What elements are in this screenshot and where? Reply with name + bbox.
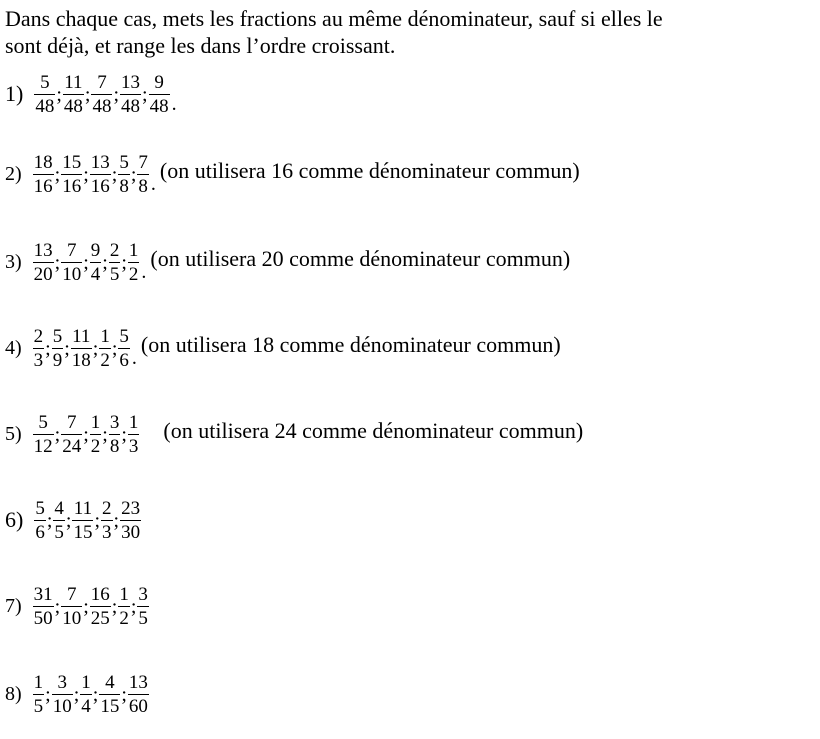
exercise-2: [5, 146, 580, 202]
fraction: [97, 671, 122, 718]
fraction: [50, 325, 66, 372]
exercise-number: 1): [5, 81, 24, 106]
fraction: [31, 671, 47, 718]
fraction: [116, 583, 132, 630]
fraction-numerator: 13: [121, 71, 141, 93]
fraction-separator: ;: [45, 683, 51, 706]
instructions: [5, 5, 820, 59]
fraction-separator: ;: [92, 683, 99, 706]
fraction-separator: ;: [130, 163, 137, 186]
fraction: [70, 497, 95, 544]
fraction-denominator: 25: [90, 607, 110, 629]
fraction-denominator: 2: [100, 349, 110, 371]
fraction-separator: ;: [54, 423, 61, 446]
exercise-number: 6): [5, 507, 24, 532]
fraction-numerator: 5: [52, 325, 63, 347]
fraction: [31, 411, 56, 458]
fraction: [31, 325, 47, 372]
exercise-hint: (on utilisera 18 comme dénominateur commun): [140, 332, 561, 357]
fraction-separator: ;: [73, 683, 80, 706]
exercise-end-period: .: [171, 92, 177, 115]
fraction-denominator: 48: [92, 95, 112, 117]
fraction: [32, 71, 57, 118]
fraction: [126, 239, 142, 286]
fraction: [88, 583, 113, 630]
exercise-hint: (on utilisera 24 comme dénominateur commun): [163, 418, 584, 443]
instructions-line-1: Dans chaque cas, mets les fractions au même dénominateur, sauf si elles le: [5, 6, 663, 31]
fraction-numerator: 23: [121, 497, 141, 519]
fraction-separator: ;: [121, 251, 127, 274]
fraction: [107, 239, 123, 286]
fraction: [89, 71, 114, 118]
exercise-end-period: .: [141, 260, 147, 283]
exercise-5: [5, 406, 583, 462]
fraction-numerator: 11: [72, 325, 91, 347]
fraction-separator: ;: [111, 595, 118, 618]
fraction-separator: ;: [121, 683, 127, 706]
fraction-numerator: 5: [38, 411, 48, 433]
fraction-numerator: 15: [62, 151, 82, 173]
fraction-denominator: 2: [119, 607, 129, 629]
fraction-separator: ;: [130, 595, 137, 618]
fraction-numerator: 1: [33, 671, 44, 693]
exercise-hint: (on utilisera 20 comme dénominateur commun): [150, 246, 571, 271]
fraction: [88, 151, 113, 198]
fraction-denominator: 10: [62, 607, 82, 629]
fraction-numerator: 7: [66, 239, 77, 261]
fraction-numerator: 2: [33, 325, 44, 347]
fraction-separator: ;: [56, 83, 62, 106]
fraction-denominator: 5: [109, 263, 120, 285]
fraction-separator: ;: [54, 595, 61, 618]
fraction-denominator: 48: [149, 95, 169, 117]
fraction-separator: ;: [102, 423, 108, 446]
fraction-separator: ;: [65, 509, 72, 532]
fraction-denominator: 5: [54, 521, 64, 543]
fraction-separator: ;: [113, 509, 120, 532]
fraction: [50, 671, 75, 718]
fraction-denominator: 20: [33, 263, 53, 285]
fraction: [107, 411, 123, 458]
fraction: [116, 151, 132, 198]
fraction-numerator: 1: [81, 671, 91, 693]
fraction-numerator: 9: [90, 239, 101, 261]
fraction-numerator: 4: [54, 497, 64, 519]
fraction-numerator: 5: [119, 151, 129, 173]
fraction: [126, 671, 151, 718]
fraction: [31, 151, 56, 198]
fraction-numerator: 13: [128, 671, 148, 693]
fraction: [69, 325, 94, 372]
exercise-number: 4): [5, 336, 22, 359]
fraction-denominator: 15: [100, 695, 120, 717]
fraction-separator: ;: [111, 337, 118, 360]
fraction-numerator: 18: [33, 151, 53, 173]
fraction-denominator: 6: [35, 521, 45, 543]
fraction: [32, 497, 48, 544]
fraction: [59, 583, 84, 630]
exercise-end-period: .: [150, 172, 156, 195]
fraction-numerator: 2: [109, 239, 120, 261]
fraction: [59, 239, 84, 286]
fraction-denominator: 8: [119, 175, 129, 197]
fraction: [51, 497, 67, 544]
fraction-denominator: 3: [128, 435, 139, 457]
fraction-separator: ;: [83, 595, 89, 618]
fraction-numerator: 7: [66, 411, 77, 433]
exercise-number: 8): [5, 682, 22, 705]
fraction-denominator: 8: [109, 435, 120, 457]
fraction-denominator: 15: [73, 521, 93, 543]
fraction-numerator: 31: [33, 583, 53, 605]
fraction-denominator: 12: [33, 435, 53, 457]
fraction-denominator: 10: [52, 695, 72, 717]
exercise-8: [5, 666, 151, 722]
fraction-numerator: 3: [109, 411, 120, 433]
exercise-hint: (on utilisera 16 comme dénominateur commun): [159, 158, 580, 183]
fraction-denominator: 5: [33, 695, 44, 717]
fraction-denominator: 16: [90, 175, 110, 197]
fraction-separator: ;: [111, 163, 118, 186]
fraction: [88, 239, 104, 286]
fraction: [61, 71, 86, 118]
fraction-denominator: 10: [62, 263, 82, 285]
fraction-denominator: 48: [35, 95, 55, 117]
fraction: [97, 325, 113, 372]
fraction-numerator: 5: [35, 497, 45, 519]
fraction: [118, 497, 143, 544]
fraction-separator: ;: [92, 337, 99, 360]
fraction-separator: ;: [83, 423, 89, 446]
fraction-separator: ;: [64, 337, 70, 360]
fraction-separator: ;: [83, 163, 89, 186]
fraction-separator: ;: [102, 251, 108, 274]
fraction-separator: ;: [84, 83, 91, 106]
fraction-denominator: 16: [33, 175, 53, 197]
fraction-denominator: 9: [52, 349, 63, 371]
fraction-separator: ;: [54, 251, 61, 274]
fraction: [31, 583, 56, 630]
exercise-number: 3): [5, 250, 22, 273]
exercise-6: [5, 492, 143, 548]
fraction-numerator: 3: [138, 583, 148, 605]
fraction-denominator: 5: [138, 607, 148, 629]
fraction-denominator: 3: [102, 521, 112, 543]
fraction-numerator: 1: [100, 325, 110, 347]
fraction: [126, 411, 142, 458]
fraction: [88, 411, 104, 458]
exercise-number: 5): [5, 422, 22, 445]
fraction: [78, 671, 94, 718]
fraction-denominator: 2: [128, 263, 139, 285]
fraction-denominator: 18: [71, 349, 91, 371]
fraction-separator: ;: [54, 163, 61, 186]
fraction-denominator: 4: [81, 695, 91, 717]
exercise-1: [5, 66, 177, 122]
fraction: [59, 411, 84, 458]
fraction-numerator: 11: [73, 497, 93, 519]
fraction-numerator: 7: [66, 583, 77, 605]
fraction: [135, 151, 151, 198]
exercise-number: 2): [5, 162, 22, 185]
fraction-separator: ;: [83, 251, 89, 274]
exercise-number: 7): [5, 594, 22, 617]
fraction-numerator: 5: [40, 71, 50, 93]
exercise-3: [5, 234, 570, 290]
fraction-denominator: 2: [90, 435, 101, 457]
fraction-separator: ;: [121, 423, 127, 446]
fraction-numerator: 13: [33, 239, 53, 261]
fraction-denominator: 48: [63, 95, 83, 117]
fraction-numerator: 3: [57, 671, 67, 693]
fraction-numerator: 4: [105, 671, 115, 693]
fraction-denominator: 50: [33, 607, 53, 629]
fraction-numerator: 5: [119, 325, 129, 347]
fraction-denominator: 3: [33, 349, 44, 371]
fraction-numerator: 2: [102, 497, 112, 519]
fraction-numerator: 7: [138, 151, 148, 173]
fraction: [135, 583, 151, 630]
fraction-numerator: 1: [119, 583, 129, 605]
fraction: [116, 325, 132, 372]
fraction-denominator: 24: [62, 435, 82, 457]
fraction-separator: ;: [113, 83, 120, 106]
fraction-denominator: 60: [128, 695, 148, 717]
fraction-numerator: 1: [128, 239, 139, 261]
fraction-denominator: 4: [90, 263, 101, 285]
fraction-denominator: 16: [62, 175, 82, 197]
fraction-separator: ;: [45, 337, 51, 360]
fraction: [147, 71, 172, 118]
fraction-separator: ;: [142, 83, 148, 106]
fraction-numerator: 7: [97, 71, 107, 93]
fraction-numerator: 9: [154, 71, 164, 93]
fraction: [118, 71, 143, 118]
fraction-separator: ;: [46, 509, 53, 532]
fraction: [99, 497, 115, 544]
fraction-numerator: 13: [90, 151, 110, 173]
fraction-numerator: 11: [64, 71, 83, 93]
fraction-denominator: 8: [138, 175, 148, 197]
fraction-denominator: 30: [121, 521, 141, 543]
exercise-4: [5, 320, 561, 376]
fraction-numerator: 16: [90, 583, 110, 605]
fraction-denominator: 6: [119, 349, 129, 371]
fraction: [59, 151, 84, 198]
fraction-denominator: 48: [121, 95, 141, 117]
exercise-7: [5, 578, 151, 634]
fraction-numerator: 1: [128, 411, 139, 433]
fraction: [31, 239, 56, 286]
instructions-line-2: sont déjà, et range les dans l’ordre croissant.: [5, 33, 396, 58]
fraction-numerator: 1: [90, 411, 101, 433]
exercise-end-period: .: [131, 346, 137, 369]
fraction-separator: ;: [94, 509, 101, 532]
